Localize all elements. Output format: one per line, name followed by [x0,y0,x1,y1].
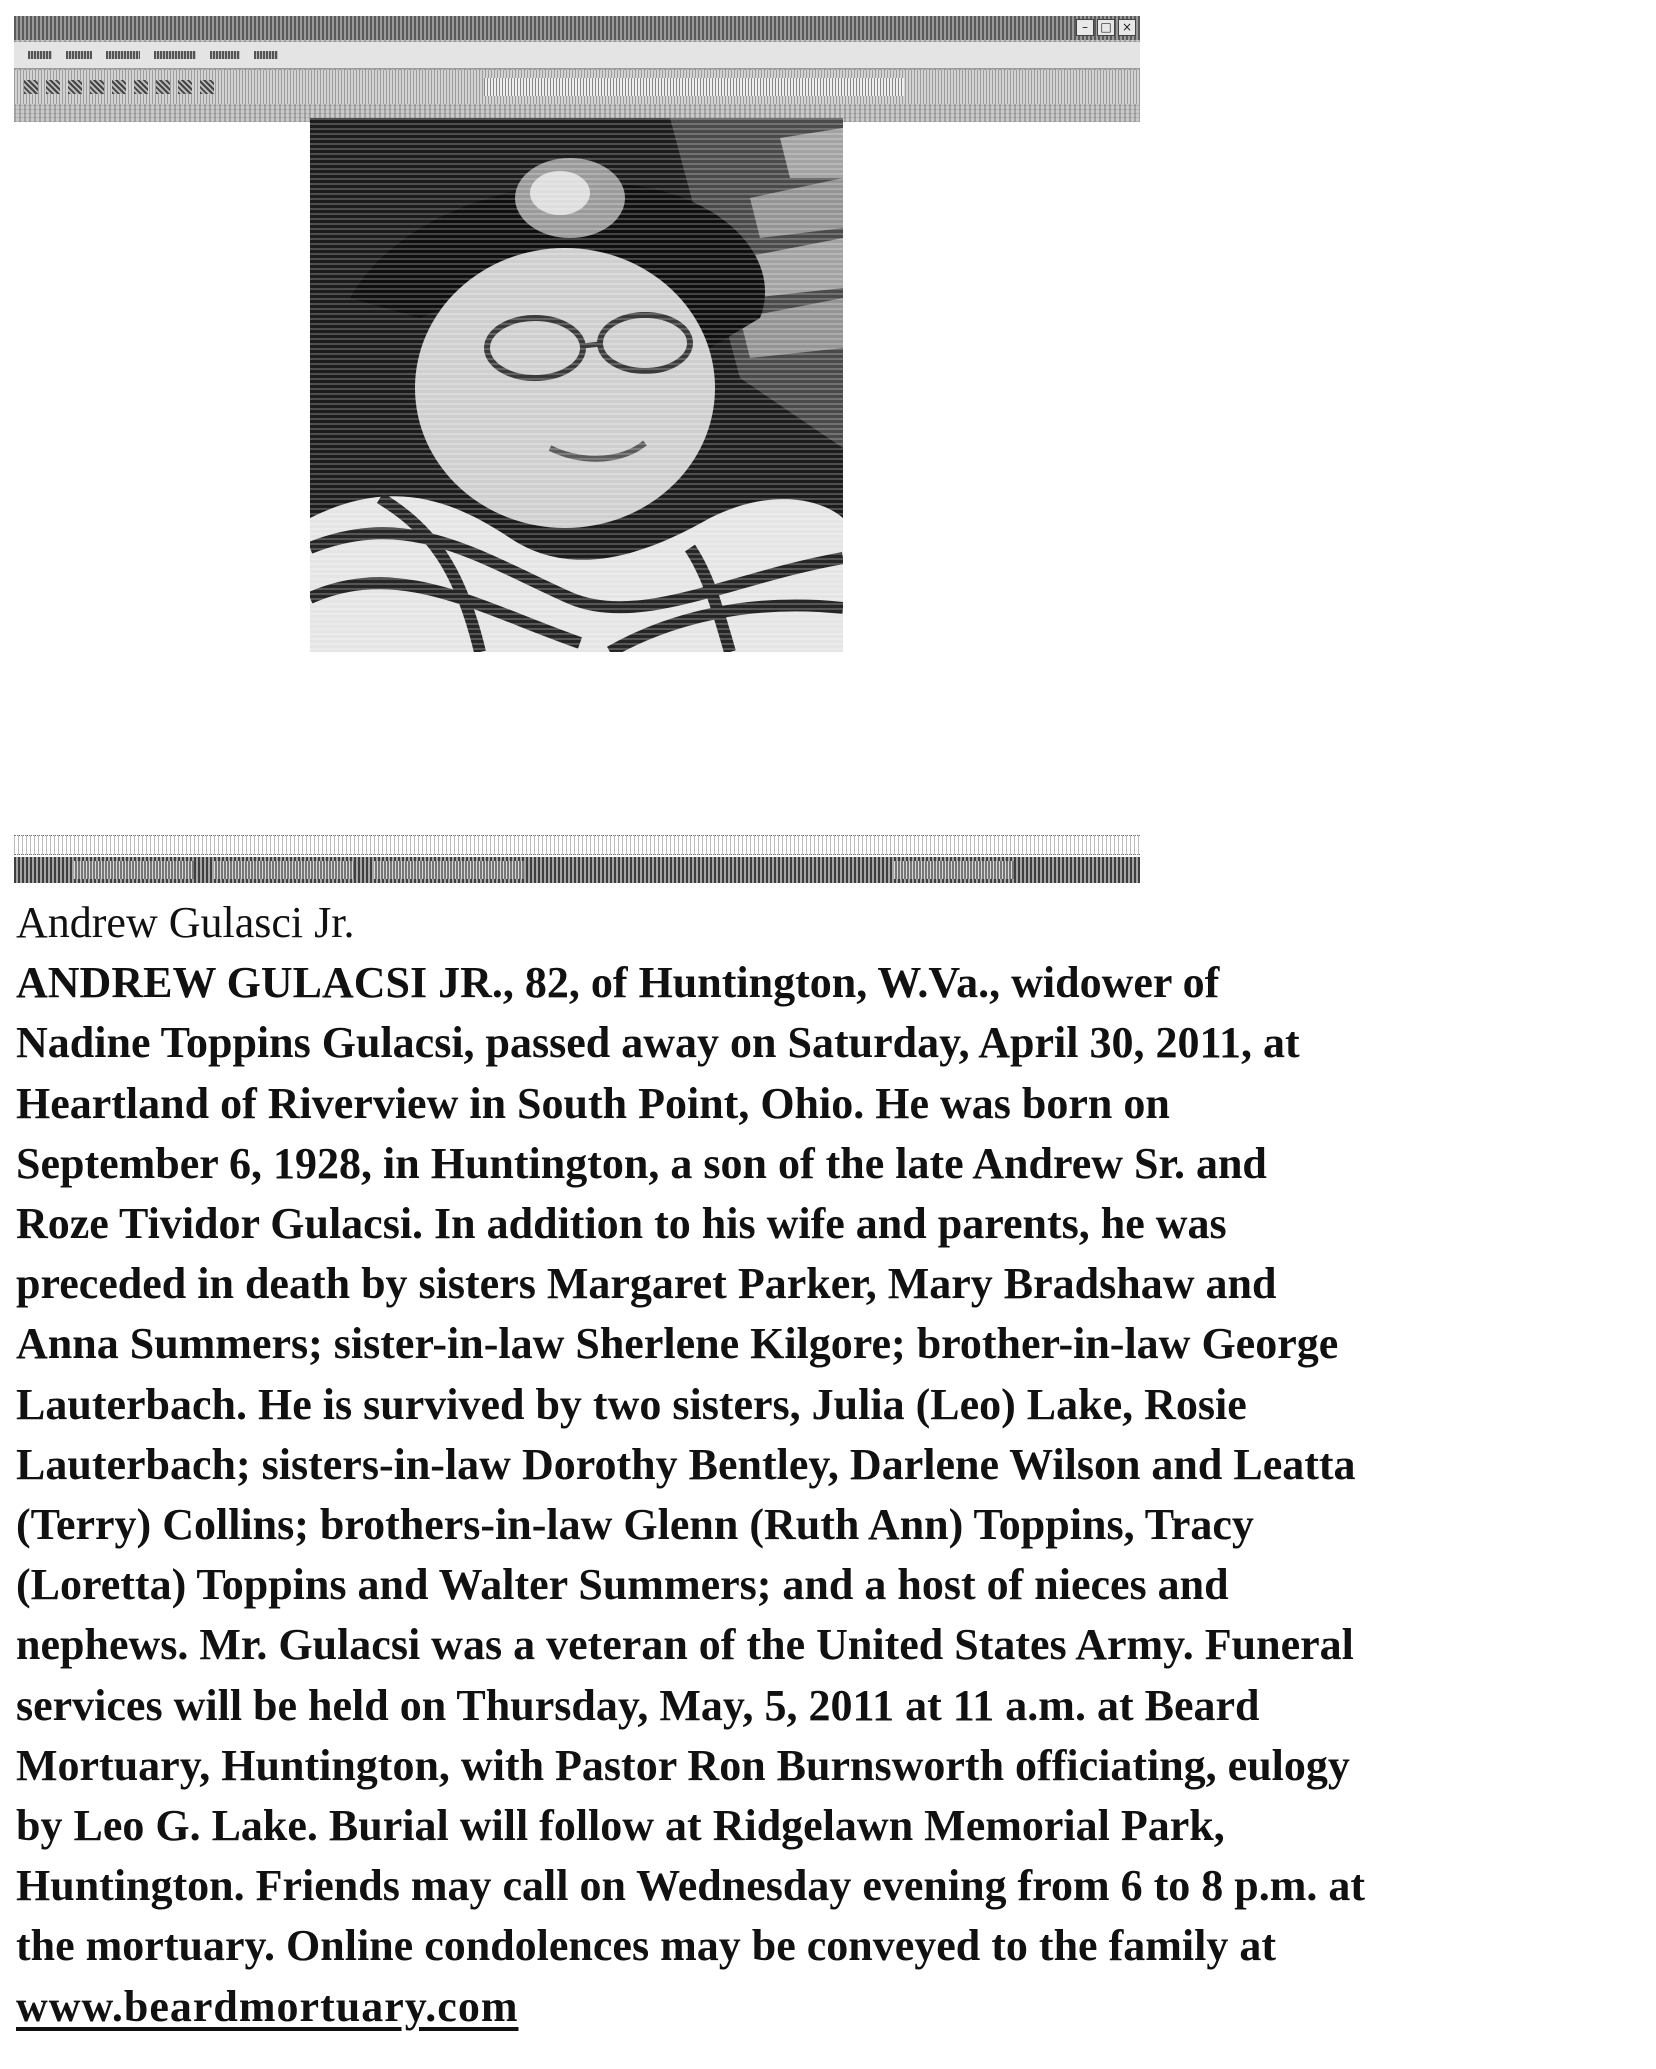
obituary-line: Mortuary, Huntington, with Pastor Ron Burnsworth officiating, eulogy [16,1740,1350,1790]
obituary [16,893,1646,2037]
close-icon[interactable]: × [1118,19,1136,36]
obituary-line: Huntington. Friends may call on Wednesday evening from 6 to 8 p.m. at [16,1861,1366,1911]
taskbar-button[interactable] [214,861,354,879]
refresh-icon[interactable] [90,80,104,94]
obituary-heading: Andrew Gulasci Jr. [16,898,355,947]
menu-items [28,51,278,59]
status-bar [14,835,1140,855]
taskbar-button[interactable] [894,861,1014,879]
menu-bar [14,42,1140,69]
menu-item[interactable] [154,51,196,59]
portrait-photo [310,118,843,652]
mortuary-website-link[interactable]: www.beardmortuary.com [16,1981,519,2031]
favorites-icon[interactable] [156,80,170,94]
home-icon[interactable] [112,80,126,94]
browser-window-header [14,16,1140,122]
toolbar [14,70,1140,104]
search-icon[interactable] [134,80,148,94]
menu-item[interactable] [106,51,140,59]
portrait-image [310,118,843,652]
taskbar-button[interactable] [374,861,524,879]
taskbar [14,857,1140,883]
obituary-line: Lauterbach. He is survived by two sisters, Julia (Leo) Lake, Rosie [16,1379,1247,1429]
menu-item[interactable] [66,51,92,59]
obituary-line: by Leo G. Lake. Burial will follow at Ridgelawn Memorial Park, [16,1801,1225,1851]
obituary-line: the mortuary. Online condolences may be conveyed to the family at [16,1921,1276,1971]
obituary-line: (Loretta) Toppins and Walter Summers; and a host of nieces and [16,1560,1229,1610]
obituary-line: September 6, 1928, in Huntington, a son of the late Andrew Sr. and [16,1138,1267,1188]
window-titlebar [14,16,1140,40]
back-icon[interactable] [24,80,38,94]
stop-icon[interactable] [68,80,82,94]
minimize-icon[interactable]: – [1076,19,1094,36]
toolbar-buttons [24,80,214,94]
obituary-body [16,953,1646,2037]
history-icon[interactable] [178,80,192,94]
maximize-icon[interactable]: □ [1097,19,1115,36]
obituary-line: Nadine Toppins Gulacsi, passed away on Saturday, April 30, 2011, at [16,1018,1300,1068]
browser-window-footer [14,835,1140,883]
obituary-line: Lauterbach; sisters-in-law Dorothy Bentley, Darlene Wilson and Leatta [16,1439,1356,1489]
address-bar[interactable] [484,78,904,96]
obituary-line: preceded in death by sisters Margaret Parker, Mary Bradshaw and [16,1259,1277,1309]
obituary-line: ANDREW GULACSI JR., 82, of Huntington, W.Va., widower of [16,958,1220,1008]
window-controls [1076,19,1136,36]
menu-item[interactable] [254,51,278,59]
menu-item[interactable] [28,51,52,59]
obituary-line: Heartland of Riverview in South Point, Ohio. He was born on [16,1078,1170,1128]
obituary-line: Anna Summers; sister-in-law Sherlene Kilgore; brother-in-law George [16,1319,1339,1369]
obituary-line: services will be held on Thursday, May, 5, 2011 at 11 a.m. at Beard [16,1680,1260,1730]
print-icon[interactable] [200,80,214,94]
obituary-line: (Terry) Collins; brothers-in-law Glenn (Ruth Ann) Toppins, Tracy [16,1500,1254,1550]
taskbar-button[interactable] [74,861,194,879]
forward-icon[interactable] [46,80,60,94]
menu-item[interactable] [210,51,240,59]
obituary-line: Roze Tividor Gulacsi. In addition to his wife and parents, he was [16,1199,1227,1249]
obituary-line: nephews. Mr. Gulacsi was a veteran of the United States Army. Funeral [16,1620,1354,1670]
